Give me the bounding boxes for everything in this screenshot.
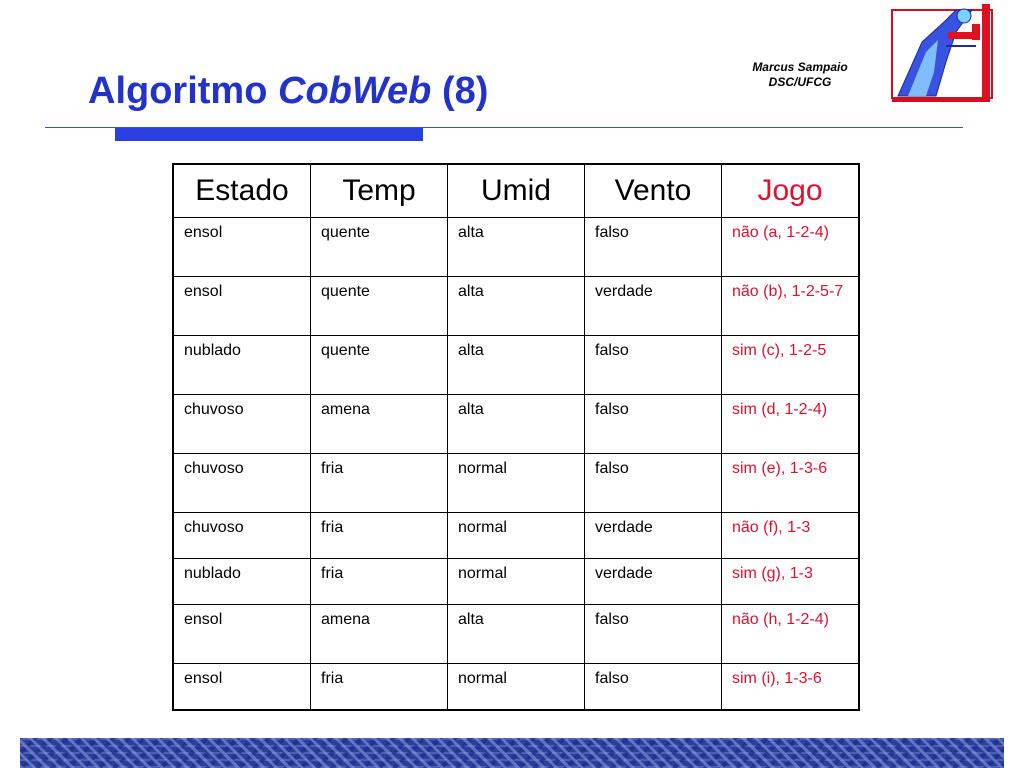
title-italic: CobWeb — [278, 70, 432, 112]
title-prefix: Algoritmo — [88, 70, 268, 112]
figure-pushing-frame-icon — [886, 2, 1000, 102]
table-row — [173, 559, 859, 605]
column-header-temp: Temp — [311, 164, 448, 218]
cell-estado: chuvoso — [173, 395, 311, 454]
table-row — [173, 277, 859, 336]
cell-umid: normal — [448, 664, 585, 711]
column-header-vento: Vento — [585, 164, 722, 218]
table-row — [173, 513, 859, 559]
cell-jogo: sim (e), 1-3-6 — [722, 454, 860, 513]
cell-vento: falso — [585, 336, 722, 395]
table-row — [173, 664, 859, 711]
column-header-estado: Estado — [173, 164, 311, 218]
cell-estado: chuvoso — [173, 513, 311, 559]
cell-vento: falso — [585, 664, 722, 711]
cell-estado: nublado — [173, 336, 311, 395]
cell-umid: alta — [448, 218, 585, 277]
table-header-row — [173, 164, 859, 218]
cell-vento: falso — [585, 395, 722, 454]
cell-temp: amena — [311, 605, 448, 664]
title-accent-bar — [115, 128, 423, 141]
cell-umid: alta — [448, 277, 585, 336]
author-dept: DSC/UFCG — [768, 75, 832, 89]
cell-temp: fria — [311, 664, 448, 711]
cell-vento: falso — [585, 218, 722, 277]
cell-umid: normal — [448, 454, 585, 513]
cell-temp: quente — [311, 218, 448, 277]
cell-umid: normal — [448, 559, 585, 605]
cell-estado: nublado — [173, 559, 311, 605]
cell-estado: ensol — [173, 605, 311, 664]
cell-jogo: não (h, 1-2-4) — [722, 605, 860, 664]
cell-vento: verdade — [585, 559, 722, 605]
slide-title — [88, 70, 488, 113]
cell-vento: falso — [585, 454, 722, 513]
table-row — [173, 454, 859, 513]
author-name: Marcus Sampaio — [752, 60, 848, 74]
cell-vento: verdade — [585, 277, 722, 336]
cell-vento: falso — [585, 605, 722, 664]
column-header-jogo: Jogo — [722, 164, 860, 218]
cell-estado: ensol — [173, 664, 311, 711]
cell-estado: ensol — [173, 218, 311, 277]
cell-jogo: sim (c), 1-2-5 — [722, 336, 860, 395]
author-block — [720, 60, 880, 90]
footer-circuit-band — [20, 738, 1004, 768]
cell-estado: ensol — [173, 277, 311, 336]
cell-vento: verdade — [585, 513, 722, 559]
table-row — [173, 218, 859, 277]
cell-jogo: sim (g), 1-3 — [722, 559, 860, 605]
cell-umid: alta — [448, 395, 585, 454]
cell-jogo: não (f), 1-3 — [722, 513, 860, 559]
cell-jogo: não (b), 1-2-5-7 — [722, 277, 860, 336]
cell-jogo: sim (i), 1-3-6 — [722, 664, 860, 711]
data-table — [172, 163, 860, 711]
column-header-umid: Umid — [448, 164, 585, 218]
title-suffix: (8) — [441, 70, 489, 112]
cell-estado: chuvoso — [173, 454, 311, 513]
cell-temp: fria — [311, 559, 448, 605]
cell-temp: quente — [311, 336, 448, 395]
cell-jogo: não (a, 1-2-4) — [722, 218, 860, 277]
table-row — [173, 605, 859, 664]
cell-umid: normal — [448, 513, 585, 559]
table-row — [173, 395, 859, 454]
cell-jogo: sim (d, 1-2-4) — [722, 395, 860, 454]
cell-temp: amena — [311, 395, 448, 454]
cell-temp: fria — [311, 513, 448, 559]
table-row — [173, 336, 859, 395]
cell-umid: alta — [448, 336, 585, 395]
cell-temp: quente — [311, 277, 448, 336]
cell-temp: fria — [311, 454, 448, 513]
cell-umid: alta — [448, 605, 585, 664]
